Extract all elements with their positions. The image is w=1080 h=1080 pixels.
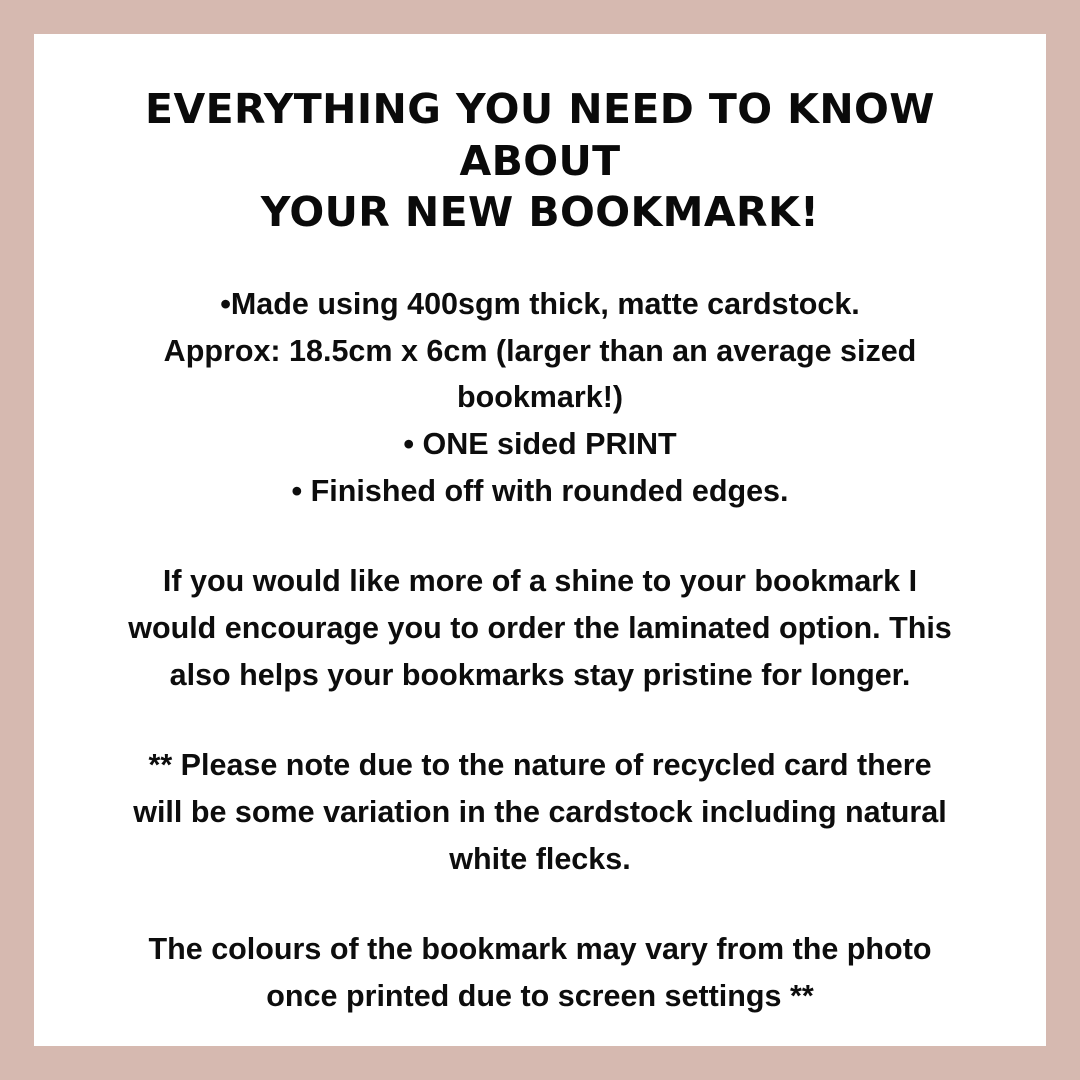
shine-note-line-3: also helps your bookmarks stay pristine for longer.: [169, 657, 911, 692]
colour-note-block: [84, 926, 996, 1019]
shine-note-block: [84, 558, 996, 698]
info-card: [34, 34, 1046, 1046]
specs-block: [84, 281, 996, 514]
page-title-line-1: EVERYTHING YOU NEED TO KNOW ABOUT: [145, 85, 935, 185]
recycled-note-block: [84, 742, 996, 882]
shine-note-line-2: would encourage you to order the laminated option. This: [128, 610, 952, 645]
specs-line-3: bookmark!): [456, 380, 624, 415]
specs-line-2: Approx: 18.5cm x 6cm (larger than an average sized: [163, 333, 917, 368]
page-title: [88, 84, 992, 239]
recycled-note-line-3: white flecks.: [449, 841, 631, 876]
page-title-line-2: YOUR NEW BOOKMARK!: [260, 188, 820, 237]
colour-note-line-1: The colours of the bookmark may vary from the photo: [148, 932, 932, 967]
colour-note-line-2: once printed due to screen settings **: [266, 978, 814, 1013]
specs-line-4: • ONE sided PRINT: [403, 426, 677, 461]
specs-line-1: •Made using 400sgm thick, matte cardstock.: [220, 286, 860, 321]
recycled-note-line-1: ** Please note due to the nature of recycled card there: [148, 748, 932, 783]
recycled-note-line-2: will be some variation in the cardstock including natural: [133, 794, 947, 829]
shine-note-line-1: If you would like more of a shine to your bookmark I: [162, 564, 918, 599]
specs-line-5: • Finished off with rounded edges.: [291, 473, 789, 508]
